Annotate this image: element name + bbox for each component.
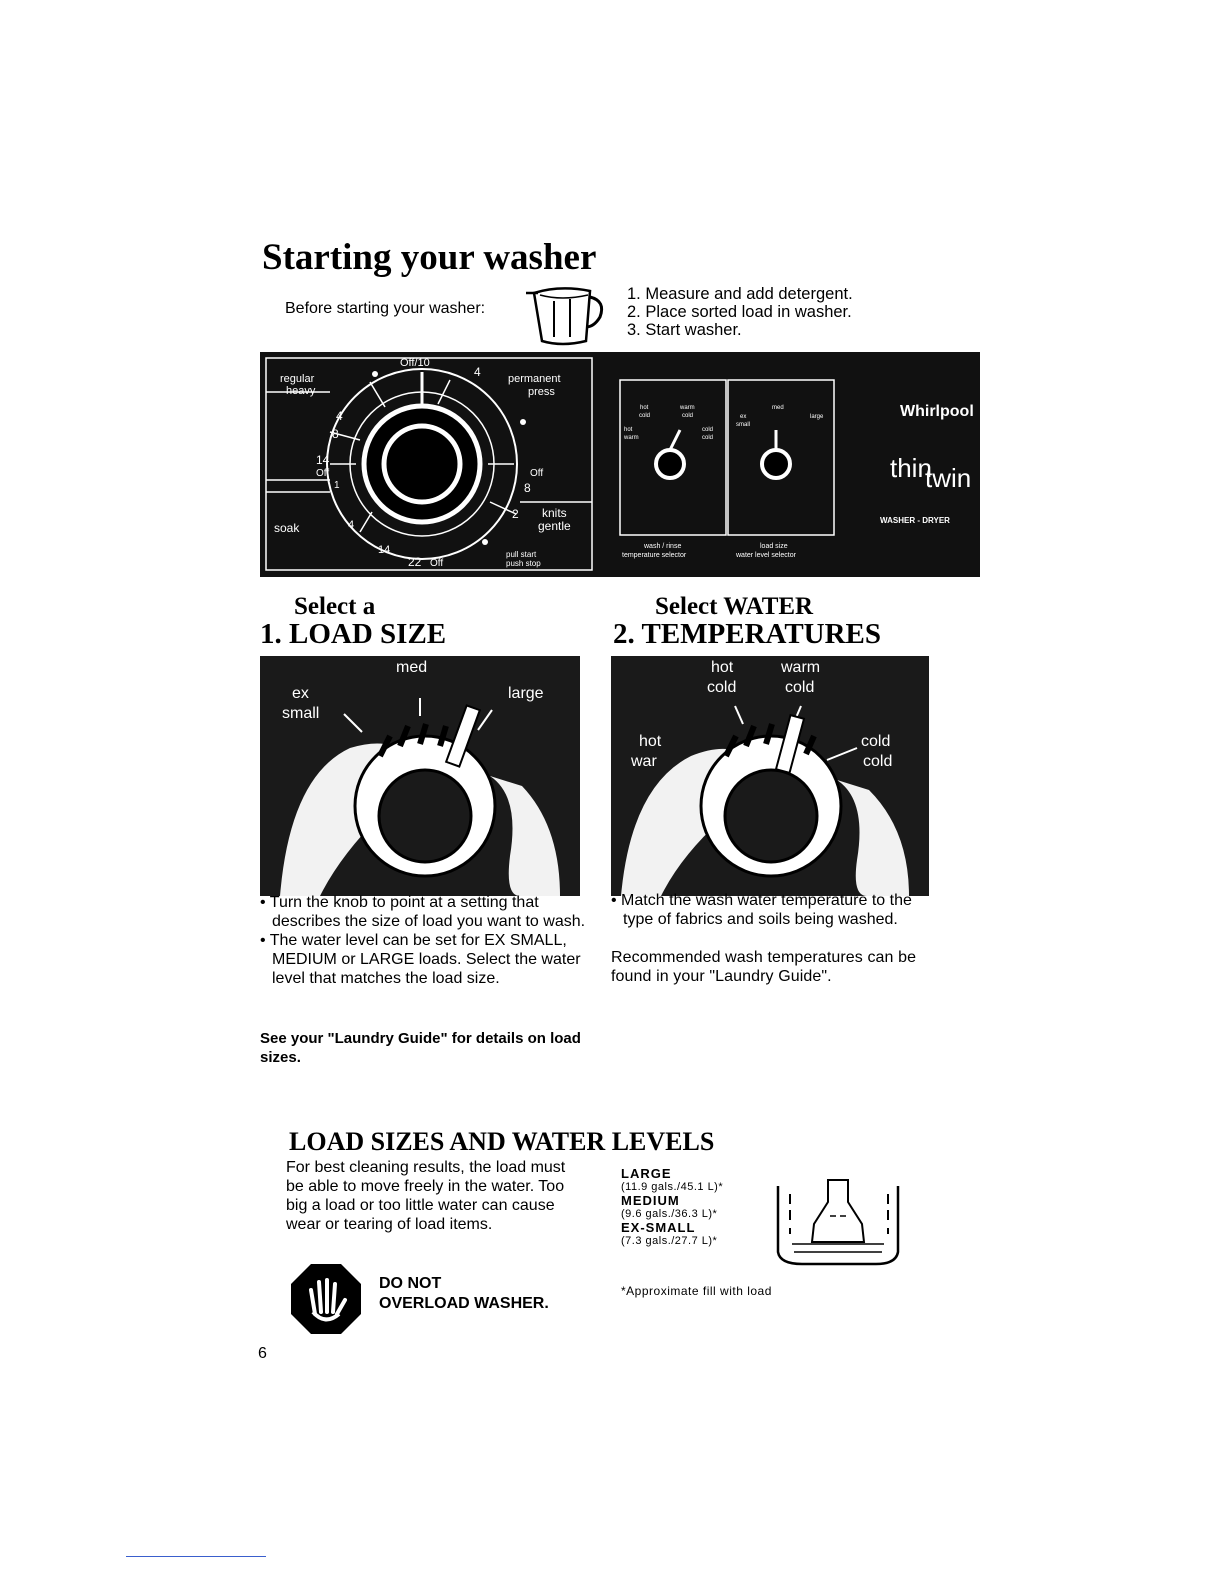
stop-hand-icon [289,1262,363,1336]
dial-4: 4 [336,409,343,423]
dial-off-right: Off [530,468,544,479]
photo-cold-2: cold [785,679,815,696]
size-ex: ex [740,414,747,420]
photo-warm: warm [781,659,821,676]
dial-pull-start: pull start [506,550,537,559]
level-value: (7.3 gals./27.7 L)* [621,1234,718,1247]
dial-soak: soak [274,521,300,535]
temp-hot-left: hot [624,427,633,433]
dial-8-right: 8 [524,481,531,495]
temp-hot: hot [640,405,649,411]
dial-off10: Off/10 [400,357,430,369]
brand-subtitle: WASHER - DRYER [880,516,950,525]
warning-line: OVERLOAD WASHER. [379,1295,549,1312]
level-value: (11.9 gals./45.1 L)* [621,1180,724,1193]
temp-caption-2: temperature selector [622,552,687,559]
water-level-list [621,1168,771,1249]
page-title: Starting your washer [262,237,597,278]
dial-14-bottom: 14 [378,544,391,556]
temp-cold-right: cold [702,427,714,433]
start-steps [627,285,853,339]
temp-cold-2: cold [682,413,694,419]
temp-warm-left: warm [624,435,639,441]
section1-note: See your "Laundry Guide" for details on load sizes. [260,1030,581,1066]
washer-tub-icon [772,1178,904,1270]
approx-note: *Approximate fill with load [621,1284,772,1298]
size-caption-1: load size [760,543,788,550]
page-number: 6 [258,1345,267,1362]
model-thin: thin [890,453,932,483]
load-sizes-paragraph: For best cleaning results, the load must be able to move freely in the water. Too big a load or too little water can cause wear or tearing of load items. [286,1159,566,1233]
size-caption-2: water level selector [736,552,796,559]
dial-push-stop: push stop [506,559,541,568]
dial-4-soak: 4 [348,519,355,531]
photo-hot-left: hot [639,733,662,750]
size-large: large [810,414,824,420]
photo-small: small [282,705,320,722]
step-item: 2. Place sorted load in washer. [627,303,852,321]
dial-gentle: gentle [538,519,571,533]
dial-2: 2 [512,507,519,521]
size-small: small [736,422,751,428]
photo-war-left: war [631,753,657,770]
load-sizes-heading: LOAD SIZES AND WATER LEVELS [289,1127,715,1156]
warning-line: DO NOT [379,1275,442,1292]
section2-heading-a: Select WATER [655,593,814,620]
water-temperature-photo [611,656,929,896]
photo-med: med [396,659,428,676]
section1-heading-b: 1. LOAD SIZE [260,618,447,650]
dial-regular: regular [280,373,315,385]
bullet-item: • Turn the knob to point at a setting that describes the size of load you want to wash. [260,894,586,930]
temp-warm: warm [680,405,695,411]
section2-bullets [611,891,941,929]
photo-ex: ex [292,685,309,702]
level-label: EX-SMALL [621,1220,696,1235]
control-panel [260,352,980,577]
section1-heading-a: Select a [294,593,376,620]
size-med: med [772,405,784,411]
photo-hot: hot [711,659,734,676]
photo-cold-right-2: cold [863,753,893,770]
footer-rule [126,1556,266,1557]
photo-large: large [508,685,544,702]
dial-8: 8 [332,427,339,441]
dial-14: 14 [316,453,330,467]
step-item: 3. Start washer. [627,321,742,339]
step-item: 1. Measure and add detergent. [627,285,853,303]
brand-logo: Whirlpool [900,403,974,420]
photo-cold-1: cold [707,679,737,696]
temp-cold: cold [639,413,651,419]
measuring-cup-icon [520,283,606,351]
temp-caption-1: wash / rinse [644,543,682,550]
bullet-item: • Match the wash water temperature to the type of fabrics and soils being washed. [611,892,912,928]
section2-heading-b: 2. TEMPERATURES [613,618,882,650]
level-label: MEDIUM [621,1193,680,1208]
model-twin: twin [925,463,972,493]
section1-bullets [260,893,590,988]
dial-22: 22 [408,555,422,569]
before-label: Before starting your washer: [285,300,486,317]
section2-note: Recommended wash temperatures can be found in your "Laundry Guide". [611,949,917,985]
dial-press: press [528,386,555,398]
load-size-photo [260,656,580,896]
dial-knits: knits [542,506,567,520]
control-panel-illustration [260,352,980,577]
dial-off-left: Off [316,468,330,479]
dial-4-top: 4 [474,365,481,379]
temp-cold-right-2: cold [702,435,714,441]
dial-1: 1 [334,480,340,491]
photo-cold-right-1: cold [861,733,891,750]
level-value: (9.6 gals./36.3 L)* [621,1207,718,1220]
dial-heavy: heavy [286,385,316,397]
level-label: LARGE [621,1166,672,1181]
bullet-item: • The water level can be set for EX SMALL, MEDIUM or LARGE loads. Select the water level that matches the load size. [260,932,581,987]
overload-warning [379,1274,549,1314]
dial-permanent: permanent [508,373,561,385]
dial-off-bottom: Off [430,558,444,569]
